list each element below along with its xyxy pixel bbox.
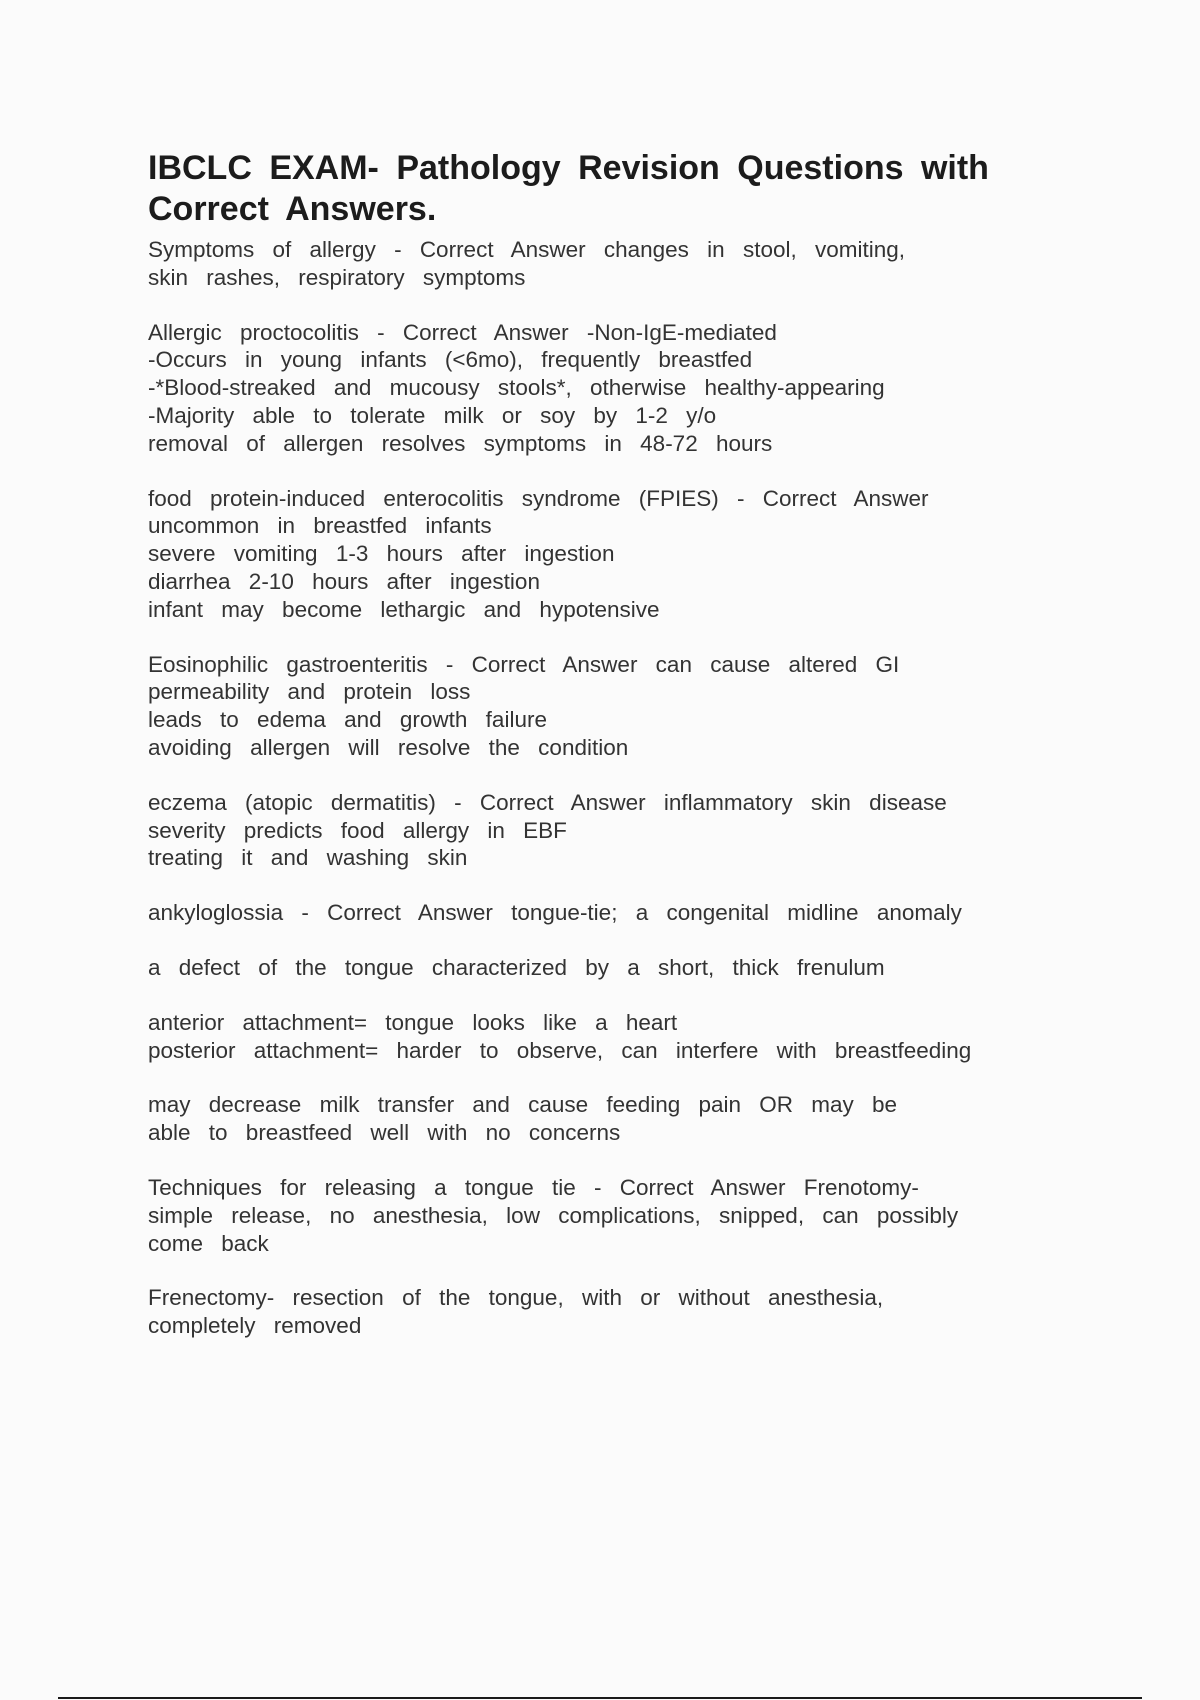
qa-entry-line: uncommon in breastfed infants: [148, 513, 492, 539]
qa-entry-line: diarrhea 2-10 hours after ingestion: [148, 568, 540, 594]
title-line-2: Correct Answers.: [148, 190, 437, 228]
qa-entry-line: anterior attachment= tongue looks like a heart: [148, 1009, 678, 1035]
qa-entry: [148, 319, 1088, 458]
qa-entry-line: leads to edema and growth failure: [148, 707, 547, 733]
qa-entry: [148, 954, 1088, 982]
qa-entry-line: able to breastfeed well with no concerns: [148, 1120, 621, 1146]
qa-entry-line: Symptoms of allergy - Correct Answer changes in stool, vomiting,: [148, 237, 906, 262]
qa-entry-line: severe vomiting 1-3 hours after ingestion: [148, 541, 615, 567]
qa-entry-line: Allergic proctocolitis - Correct Answer -Non-IgE-mediated: [148, 319, 777, 345]
title-line-1: IBCLC EXAM- Pathology Revision Questions with: [148, 149, 989, 187]
qa-entry-line: posterior attachment= harder to observe, can interfere with breastfeeding: [148, 1037, 972, 1063]
qa-entry: [148, 789, 1088, 872]
qa-entry: [148, 1174, 1088, 1257]
document-content: [148, 148, 1088, 1367]
qa-entry: [148, 1009, 1088, 1065]
page-bottom-rule: [58, 1697, 1142, 1699]
qa-entry-line: Frenectomy- resection of the tongue, with or without anesthesia,: [148, 1285, 884, 1311]
qa-entry: [148, 236, 1088, 292]
qa-entry-line: come back: [148, 1230, 269, 1256]
qa-entry-line: eczema (atopic dermatitis) - Correct Answer inflammatory skin disease: [148, 789, 947, 815]
qa-entry: [148, 485, 1088, 624]
qa-entry-line: Eosinophilic gastroenteritis - Correct Answer can cause altered GI: [148, 651, 900, 677]
qa-entry: [148, 899, 1088, 927]
qa-entry-line: may decrease milk transfer and cause feeding pain OR may be: [148, 1092, 898, 1118]
qa-entry-line: -*Blood-streaked and mucousy stools*, otherwise healthy-appearing: [148, 375, 885, 401]
document-title: [148, 148, 1088, 230]
qa-entry-line: treating it and washing skin: [148, 845, 468, 871]
qa-entry-line: simple release, no anesthesia, low complications, snipped, can possibly: [148, 1202, 959, 1228]
qa-entry-line: permeability and protein loss: [148, 679, 471, 705]
qa-entry: [148, 651, 1088, 762]
qa-entry-line: avoiding allergen will resolve the condition: [148, 734, 629, 760]
qa-entry-line: infant may become lethargic and hypotensive: [148, 596, 660, 622]
qa-entry-line: completely removed: [148, 1313, 362, 1339]
qa-entry-line: food protein-induced enterocolitis syndrome (FPIES) - Correct Answer: [148, 485, 929, 511]
qa-entry-line: Techniques for releasing a tongue tie - Correct Answer Frenotomy-: [148, 1174, 919, 1200]
qa-entry-line: -Majority able to tolerate milk or soy by 1-2 y/o: [148, 402, 717, 428]
qa-list: [148, 236, 1088, 1340]
qa-entry-line: skin rashes, respiratory symptoms: [148, 264, 526, 290]
qa-entry-line: a defect of the tongue characterized by a short, thick frenulum: [148, 954, 885, 980]
qa-entry-line: -Occurs in young infants (<6mo), frequently breastfed: [148, 347, 753, 373]
qa-entry-line: removal of allergen resolves symptoms in 48-72 hours: [148, 430, 773, 456]
qa-entry: [148, 1091, 1088, 1147]
qa-entry-line: ankyloglossia - Correct Answer tongue-tie; a congenital midline anomaly: [148, 900, 962, 926]
qa-entry: [148, 1284, 1088, 1340]
qa-entry-line: severity predicts food allergy in EBF: [148, 817, 567, 843]
